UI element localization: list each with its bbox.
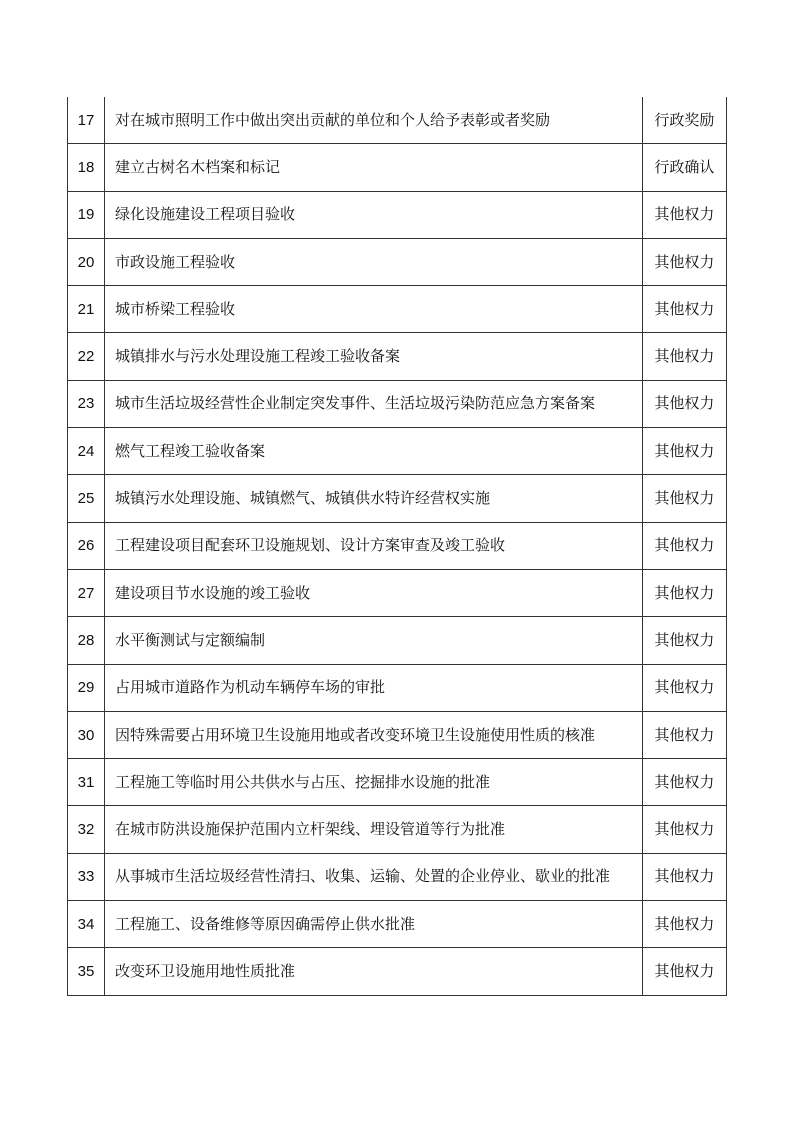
table-row	[68, 569, 727, 616]
power-type: 行政奖励	[642, 97, 726, 144]
item-name: 在城市防洪设施保护范围内立杆架线、埋设管道等行为批准	[105, 806, 643, 853]
power-type: 其他权力	[642, 617, 726, 664]
item-name: 城镇排水与污水处理设施工程竣工验收备案	[105, 333, 643, 380]
table-row	[68, 711, 727, 758]
table-row	[68, 97, 727, 144]
item-name: 占用城市道路作为机动车辆停车场的审批	[105, 664, 643, 711]
table-row	[68, 522, 727, 569]
item-name: 改变环卫设施用地性质批准	[105, 948, 643, 995]
power-type: 其他权力	[642, 191, 726, 238]
table-row	[68, 806, 727, 853]
table-row	[68, 380, 727, 427]
row-number: 17	[68, 97, 105, 144]
table-row	[68, 901, 727, 948]
table-row	[68, 191, 727, 238]
table-row	[68, 144, 727, 191]
item-name: 城市桥梁工程验收	[105, 286, 643, 333]
row-number: 30	[68, 711, 105, 758]
item-name: 城市生活垃圾经营性企业制定突发事件、生活垃圾污染防范应急方案备案	[105, 380, 643, 427]
table-body	[68, 97, 727, 995]
row-number: 29	[68, 664, 105, 711]
power-type: 其他权力	[642, 238, 726, 285]
row-number: 34	[68, 901, 105, 948]
row-number: 22	[68, 333, 105, 380]
table-row	[68, 617, 727, 664]
item-name: 绿化设施建设工程项目验收	[105, 191, 643, 238]
power-type: 其他权力	[642, 569, 726, 616]
power-type: 其他权力	[642, 475, 726, 522]
item-name: 从事城市生活垃圾经营性清扫、收集、运输、处置的企业停业、歇业的批准	[105, 853, 643, 900]
item-name: 工程施工、设备维修等原因确需停止供水批准	[105, 901, 643, 948]
power-type: 其他权力	[642, 428, 726, 475]
power-type: 其他权力	[642, 380, 726, 427]
power-type: 其他权力	[642, 664, 726, 711]
table-row	[68, 853, 727, 900]
row-number: 19	[68, 191, 105, 238]
item-name: 建立古树名木档案和标记	[105, 144, 643, 191]
row-number: 28	[68, 617, 105, 664]
table-row	[68, 948, 727, 995]
power-list-table	[67, 97, 727, 996]
row-number: 27	[68, 569, 105, 616]
table-row	[68, 428, 727, 475]
item-name: 城镇污水处理设施、城镇燃气、城镇供水特许经营权实施	[105, 475, 643, 522]
item-name: 工程施工等临时用公共供水与占压、挖掘排水设施的批准	[105, 759, 643, 806]
row-number: 23	[68, 380, 105, 427]
row-number: 26	[68, 522, 105, 569]
table-row	[68, 286, 727, 333]
power-type: 其他权力	[642, 948, 726, 995]
power-type: 其他权力	[642, 333, 726, 380]
item-name: 对在城市照明工作中做出突出贡献的单位和个人给予表彰或者奖励	[105, 97, 643, 144]
table-row	[68, 664, 727, 711]
row-number: 20	[68, 238, 105, 285]
row-number: 32	[68, 806, 105, 853]
power-type: 其他权力	[642, 806, 726, 853]
table-row	[68, 333, 727, 380]
item-name: 燃气工程竣工验收备案	[105, 428, 643, 475]
power-type: 其他权力	[642, 711, 726, 758]
row-number: 21	[68, 286, 105, 333]
power-type: 其他权力	[642, 901, 726, 948]
table-row	[68, 759, 727, 806]
table-row	[68, 475, 727, 522]
power-type: 其他权力	[642, 286, 726, 333]
power-type: 行政确认	[642, 144, 726, 191]
table-row	[68, 238, 727, 285]
row-number: 18	[68, 144, 105, 191]
row-number: 33	[68, 853, 105, 900]
power-type: 其他权力	[642, 522, 726, 569]
row-number: 24	[68, 428, 105, 475]
item-name: 水平衡测试与定额编制	[105, 617, 643, 664]
power-type: 其他权力	[642, 759, 726, 806]
row-number: 35	[68, 948, 105, 995]
power-type: 其他权力	[642, 853, 726, 900]
item-name: 市政设施工程验收	[105, 238, 643, 285]
row-number: 25	[68, 475, 105, 522]
item-name: 工程建设项目配套环卫设施规划、设计方案审查及竣工验收	[105, 522, 643, 569]
item-name: 因特殊需要占用环境卫生设施用地或者改变环境卫生设施使用性质的核准	[105, 711, 643, 758]
item-name: 建设项目节水设施的竣工验收	[105, 569, 643, 616]
row-number: 31	[68, 759, 105, 806]
